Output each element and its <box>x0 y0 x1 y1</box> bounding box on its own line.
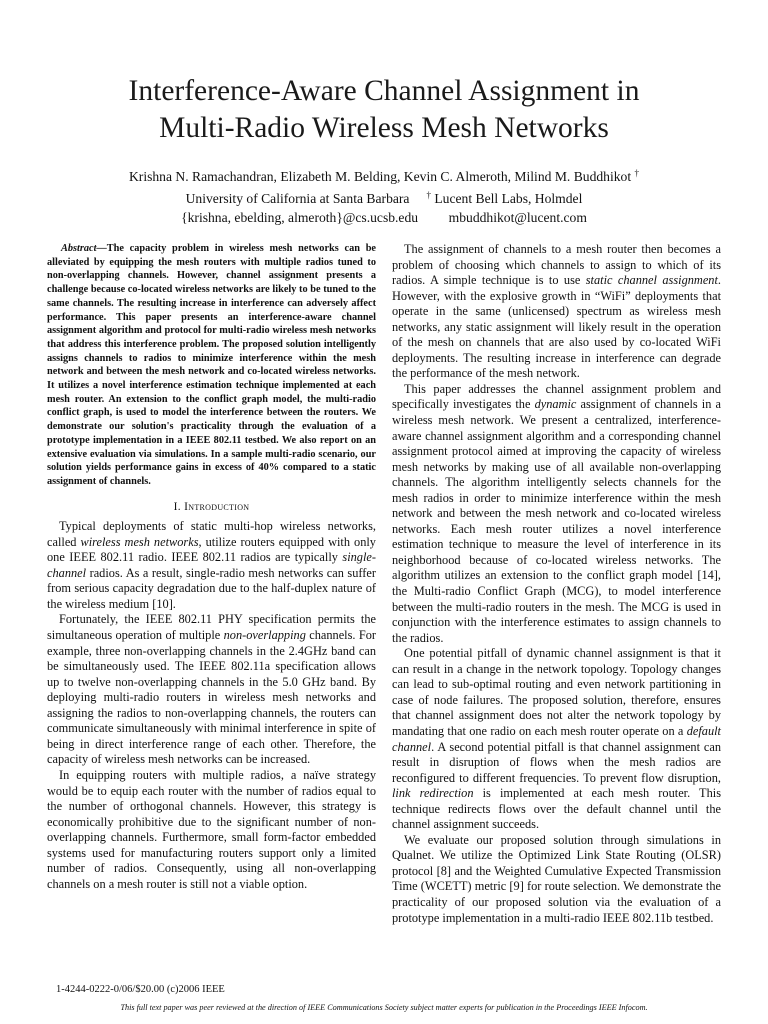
title-line-2: Multi-Radio Wireless Mesh Networks <box>159 112 609 144</box>
email-line <box>40 208 728 227</box>
body-paragraph-4: We evaluate our proposed solution through simulations in Qualnet. We utilize the Optimized Link State Routing (OLSR) protocol [8] and the Weighted Cumulative Expected Transmission Time (WCETT) metric [9] for route selection. We demonstrate the practicality of our proposed solution via the evaluation of a prototype implementation in a multi-radio IEEE 802.11b testbed. <box>392 832 721 925</box>
paper-title <box>40 73 728 147</box>
emphasis: dynamic <box>534 397 577 412</box>
section-heading <box>47 500 376 516</box>
section-number: I. <box>173 500 181 513</box>
text-run: assignment of channels in a wireless mesh network. We present a centralized, interference-aware channel assignment algorithm and a corresponding channel assignment protocol aimed at improving the capacity of wireless mesh networks by making use of all available non-overlapping channels. The algorithm intelligently selects channels for the mesh radios in order to minimize interference within the mesh network and between the mesh network and co-located wireless networks. Each mesh router utilizes a novel interference estimation technique to measure the level of interference in its neighborhood because of co-located wireless networks. The algorithm utilizes an extension to the conflict graph model [14], the Multi-radio Conflict Graph (MCG), to model interference between the multi-radio routers in the mesh. The MCG is used in conjunction with the interference estimates to assign channels to the radios. <box>392 397 721 645</box>
left-column <box>47 242 376 892</box>
email-ucsb: {krishna, ebelding, almeroth}@cs.ucsb.edu <box>181 210 419 225</box>
right-column <box>392 242 721 926</box>
emphasis: wireless mesh networks <box>80 534 199 549</box>
text-run: The assignment of channels to a mesh router then becomes a problem of choosing which channels to assign to which of its radios. A simple technique is to use <box>392 242 721 288</box>
text-run: . A second potential pitfall is that channel assignment can result in disruption of flows when the mesh radios are reconfigured to different frequencies. To prevent flow disruption, <box>392 739 721 785</box>
emphasis: non-overlapping <box>223 628 306 643</box>
body-paragraph-2 <box>392 382 721 646</box>
emphasis: static channel assignment <box>585 273 718 288</box>
intro-paragraph-1 <box>47 519 376 612</box>
affiliation-lucent: Lucent Bell Labs, Holmdel <box>434 191 583 206</box>
abstract-lead: Abstract— <box>61 243 107 254</box>
section-title: Introduction <box>184 500 250 513</box>
author-names-line <box>40 164 728 186</box>
text-run: Fortunately, the IEEE 802.11 PHY specification permits the simultaneous operation of multiple <box>47 612 376 643</box>
affiliation-line <box>40 186 728 208</box>
email-lucent: mbuddhikot@lucent.com <box>448 210 587 225</box>
body-paragraph-1 <box>392 242 721 382</box>
abstract <box>47 242 376 489</box>
copyright-line: 1-4244-0222-0/06/$20.00 (c)2006 IEEE <box>56 984 225 995</box>
intro-paragraph-2 <box>47 612 376 767</box>
affiliation-ucsb: University of California at Santa Barbara <box>185 191 410 206</box>
text-run: channels. For example, three non-overlapping channels in the 2.4GHz band can be simultaneously used. The IEEE 802.11a specification allows up to twelve non-overlapping channels in the 5.0 GHz band. By deploying multi-radio routers in wireless mesh networks and assigning the radios to non-overlapping channels, the routers can communicate simultaneously with minimal interference in spite of being in direct interference range of each other. Therefore, the capacity of wireless mesh networks can be increased. <box>47 628 376 767</box>
text-run: One potential pitfall of dynamic channel assignment is that it can result in a change in the network topology. Topology changes can lead to sub-optimal routing and even network partitioning in case of node failures. The proposed solution, therefore, ensures that channel assignment does not alter the network topology by mandating that one radio on each mesh router operate on a <box>392 646 721 738</box>
title-line-1: Interference-Aware Channel Assignment in <box>128 75 640 107</box>
text-run: radios. As a result, single-radio mesh networks can suffer from serious capacity degradation due to the half-duplex nature of the wireless medium [10]. <box>47 565 376 611</box>
emphasis: link redirection <box>392 786 474 801</box>
dagger-mark: † <box>426 190 431 200</box>
text-run: Typical deployments of static multi-hop wireless networks, called <box>47 519 376 549</box>
emphasis: default channel <box>392 723 721 754</box>
emphasis: single-channel <box>47 550 376 580</box>
intro-paragraph-3: In equipping routers with multiple radios, a naïve strategy would be to equip each router with the number of radios equal to the number of orthogonal channels. However, this strategy is economically prohibitive due to the significant number of non-overlapping channels. Furthermore, small form-factor embedded systems used for manufacturing routers support only a limited number of radios. Consequently, using all non-overlapping channels on a mesh router is still not a viable option. <box>47 767 376 891</box>
author-names: Krishna N. Ramachandran, Elizabeth M. Belding, Kevin C. Almeroth, Milind M. Buddhikot <box>128 169 632 184</box>
text-run: is implemented at each mesh router. This technique redirects flows over the default channel until the channel assignment succeeds. <box>392 786 721 832</box>
text-run: , utilize routers equipped with only one IEEE 802.11 radio. IEEE 802.11 radios are typically <box>47 534 376 565</box>
peer-review-note: This full text paper was peer reviewed at the direction of IEEE Communications Society subject matter experts for publication in the Proceedings IEEE Infocom. <box>120 1003 648 1012</box>
dagger-mark: † <box>634 168 640 178</box>
abstract-text: The capacity problem in wireless mesh networks can be alleviated by equipping the mesh routers with multiple radios tuned to non-overlapping channels. However, channel assignment presents a challenge because co-located wireless networks are likely to be tuned to the same channels. The resulting increase in interference can adversely affect performance. This paper presents an interference-aware channel assignment algorithm and protocol for multi-radio wireless mesh networks that address this interference problem. The proposed solution intelligently assigns channels to radios to minimize interference within the mesh network and between the mesh network and co-located wireless networks. It utilizes a novel interference estimation technique implemented at each mesh router. An extension to the conflict graph model, the multi-radio conflict graph, is used to model the interference between the routers. We demonstrate our solution's practicality through the evaluation of a prototype implementation in a IEEE 802.11 testbed. We also report on an extensive evaluation via simulations. In a sample multi-radio scenario, our solution yields performance gains in excess of 40% compared to a static assignment of channels. <box>47 243 376 487</box>
text-run: . However, with the explosive growth in “WiFi” deployments that operate in the same (unlicensed) spectrum as wireless mesh networks, any static assignment will likely result in the operation of the mesh on channels that are also used by co-located WiFi deployments. The resulting increase in interference can degrade the performance of the mesh network. <box>392 273 721 381</box>
author-block <box>40 164 728 227</box>
text-run: This paper addresses the channel assignment problem and specifically investigates the <box>392 381 721 412</box>
body-paragraph-3 <box>392 646 721 833</box>
